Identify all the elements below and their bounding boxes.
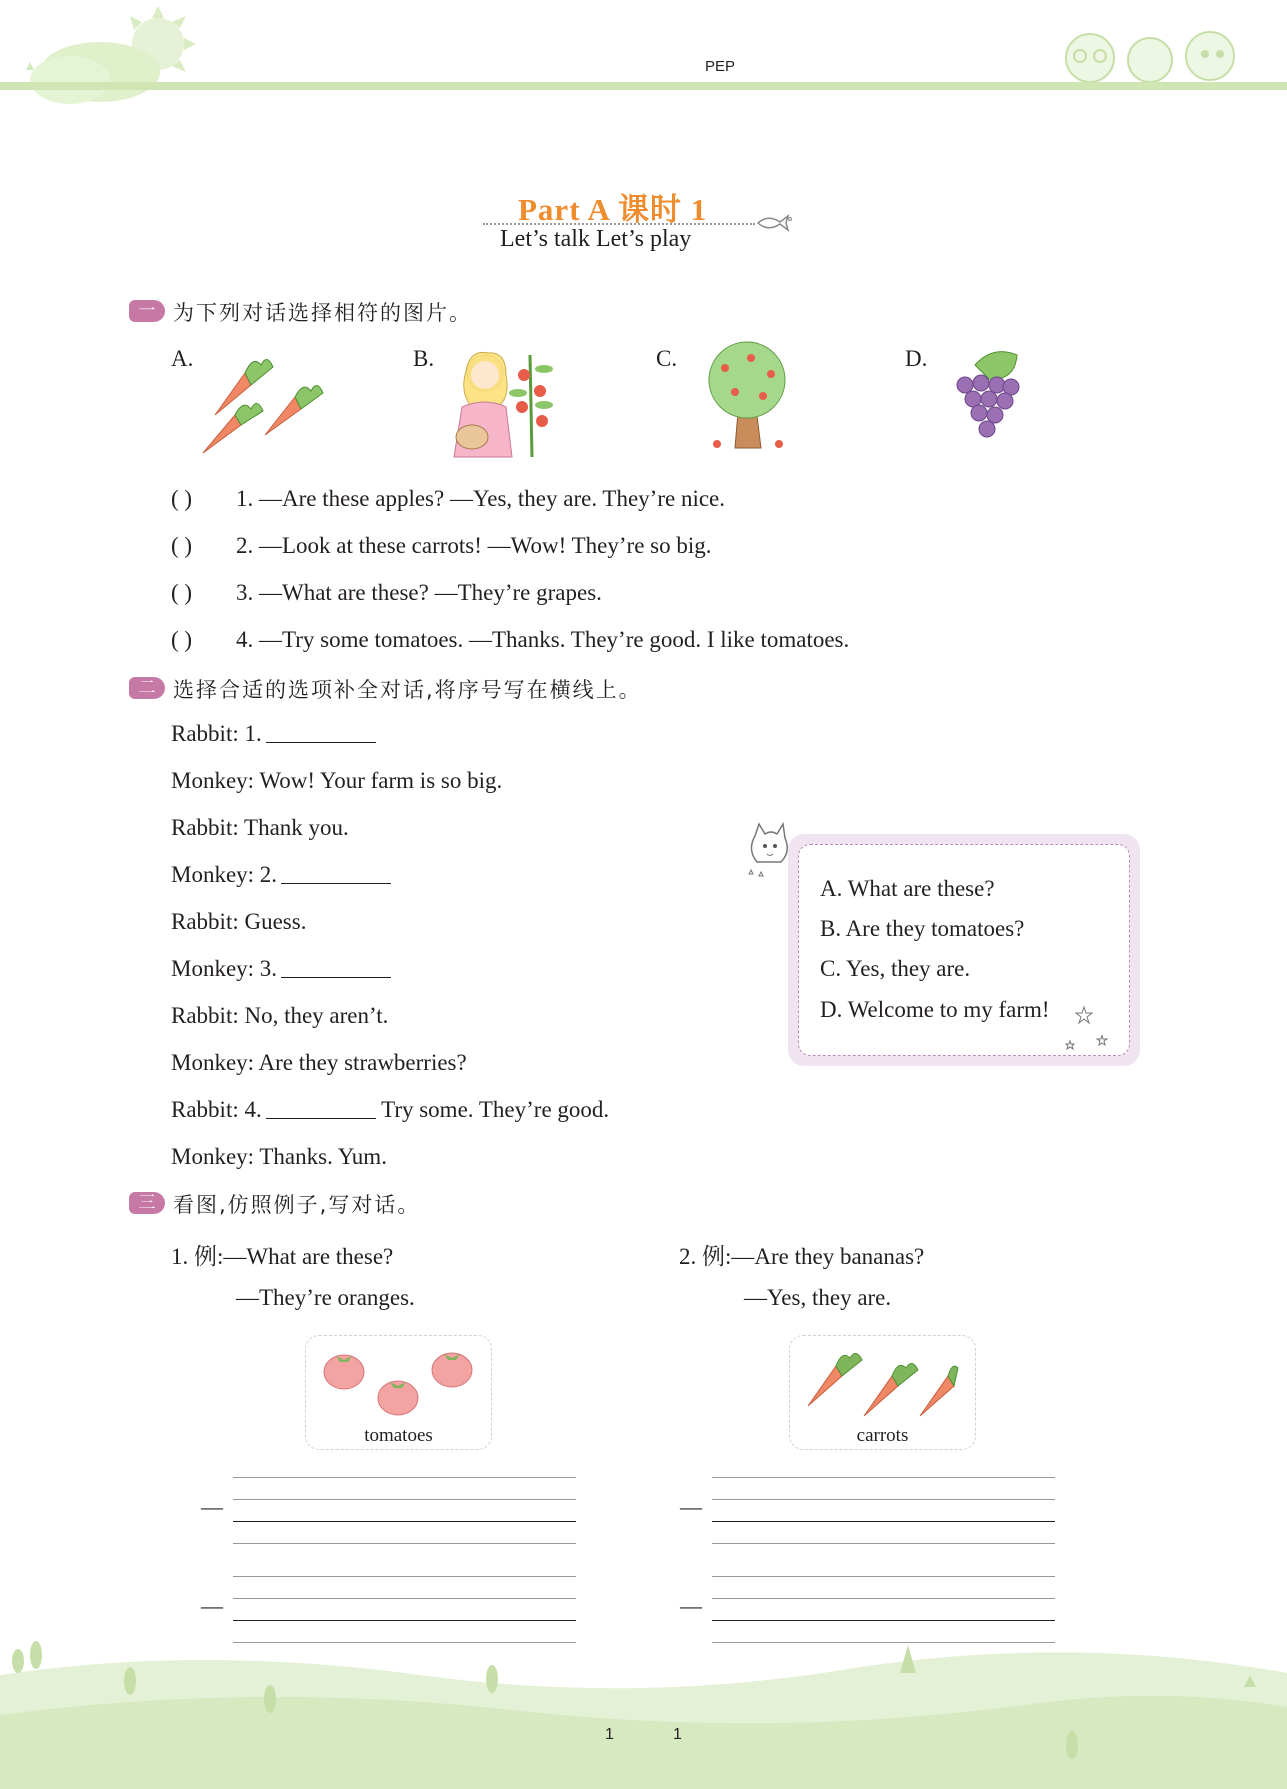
question-3-text: 3. —What are these? —They’re grapes. (236, 580, 602, 605)
tomatoes-label: tomatoes (364, 1425, 433, 1446)
answer-paren-4[interactable]: ( ) (171, 627, 193, 652)
dialogue-line-4: Monkey: 2. (171, 862, 391, 888)
option-c-label: C. (656, 346, 678, 371)
fish-icon (756, 212, 792, 234)
header-decoration-left (0, 0, 200, 115)
grapes-picture (945, 345, 1030, 450)
dash-2b: — (680, 1593, 702, 1618)
header-label: PEP (705, 58, 736, 75)
section-2-badge: 二 (129, 677, 165, 699)
page-title: Part A 课时 1 (518, 192, 708, 227)
blank-3[interactable] (281, 959, 391, 978)
dialogue-line-3: Rabbit: Thank you. (171, 815, 349, 840)
header-decoration-right (1055, 18, 1255, 88)
answer-paren-3[interactable]: ( ) (171, 580, 193, 605)
question-1-text: 1. —Are these apples? —Yes, they are. They’re nice. (236, 486, 726, 511)
section-1-instruction: 为下列对话选择相符的图片。 (173, 301, 472, 325)
example-1-question: 1. 例:—What are these? (171, 1244, 394, 1269)
question-2-text: 2. —Look at these carrots! —Wow! They’re so big. (236, 533, 712, 558)
tomatoes-icon (318, 1346, 478, 1421)
apple-tree-picture (695, 340, 805, 455)
answer-paren-2[interactable]: ( ) (171, 533, 193, 558)
footer-landscape (0, 1615, 1287, 1789)
girl-picking-tomatoes-picture (440, 345, 565, 460)
dialogue-line-1: Rabbit: 1. (171, 721, 376, 747)
title-divider (483, 223, 755, 225)
carrots-label: carrots (856, 1425, 909, 1446)
dialogue-line-10: Monkey: Thanks. Yum. (171, 1144, 387, 1169)
footer-page-left: 1 (605, 1726, 614, 1743)
dialogue-line-5: Rabbit: Guess. (171, 909, 307, 934)
choice-d: D. Welcome to my farm! (820, 997, 1050, 1022)
footer-page-right: 1 (673, 1726, 682, 1743)
carrots-icon (800, 1346, 965, 1421)
choice-a: A. What are these? (820, 876, 995, 901)
page-subtitle: Let’s talk Let’s play (500, 226, 692, 252)
example-1-answer: —They’re oranges. (236, 1285, 415, 1310)
dash-1a: — (201, 1494, 223, 1519)
carrots-picture (195, 345, 330, 460)
carrots-picture-frame (789, 1335, 976, 1450)
choice-c: C. Yes, they are. (820, 956, 971, 981)
blank-2[interactable] (281, 865, 391, 884)
dialogue-line-9: Rabbit: 4. Try some. They’re good. (171, 1097, 610, 1122)
cat-mascot-icon (745, 822, 793, 886)
header-rule (0, 82, 1287, 90)
dialogue-line-8: Monkey: Are they strawberries? (171, 1050, 467, 1075)
blank-1[interactable] (266, 724, 376, 743)
example-2-answer: —Yes, they are. (744, 1285, 892, 1310)
star-icon (1062, 1005, 1112, 1055)
section-3-badge: 三 (129, 1192, 165, 1214)
tomatoes-picture-frame (305, 1335, 492, 1450)
dialogue-line-6: Monkey: 3. (171, 956, 391, 982)
blank-4[interactable] (266, 1100, 376, 1119)
question-4-text: 4. —Try some tomatoes. —Thanks. They’re good. I like tomatoes. (236, 627, 850, 652)
dash-2a: — (680, 1494, 702, 1519)
answer-paren-1[interactable]: ( ) (171, 486, 193, 511)
dash-1b: — (201, 1593, 223, 1618)
section-2-instruction: 选择合适的选项补全对话,将序号写在横线上。 (173, 678, 642, 702)
choice-b: B. Are they tomatoes? (820, 916, 1025, 941)
option-d-label: D. (905, 346, 928, 371)
example-2-question: 2. 例:—Are they bananas? (679, 1244, 925, 1269)
option-b-label: B. (413, 346, 435, 371)
section-1-badge: 一 (129, 300, 165, 322)
dialogue-line-7: Rabbit: No, they aren’t. (171, 1003, 389, 1028)
section-3-instruction: 看图,仿照例子,写对话。 (173, 1193, 421, 1217)
option-a-label: A. (171, 346, 194, 371)
dialogue-line-2: Monkey: Wow! Your farm is so big. (171, 768, 503, 793)
